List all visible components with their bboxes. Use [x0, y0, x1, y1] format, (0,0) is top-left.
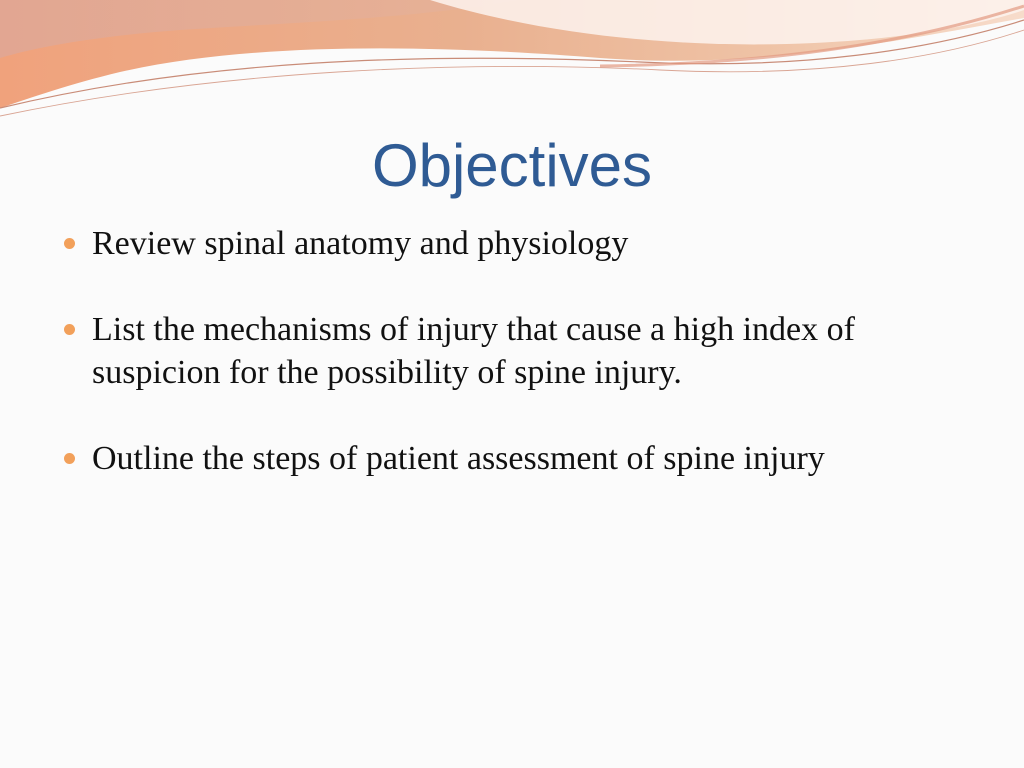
bullet-icon	[64, 324, 75, 335]
list-item	[62, 222, 962, 265]
list-item	[62, 437, 962, 480]
bullet-icon	[64, 453, 75, 464]
bullet-text: Review spinal anatomy and physiology	[92, 225, 629, 262]
bullet-text: Outline the steps of patient assessment of spine injury	[92, 440, 825, 477]
bullet-icon	[64, 238, 75, 249]
slide-title: Objectives	[371, 132, 653, 199]
list-item	[62, 308, 962, 394]
bullet-text: List the mechanisms of injury that cause a high index of suspicion for the possibility of spine injury.	[92, 311, 855, 391]
header-wave-decoration	[0, 0, 1024, 130]
objectives-list	[62, 222, 962, 523]
